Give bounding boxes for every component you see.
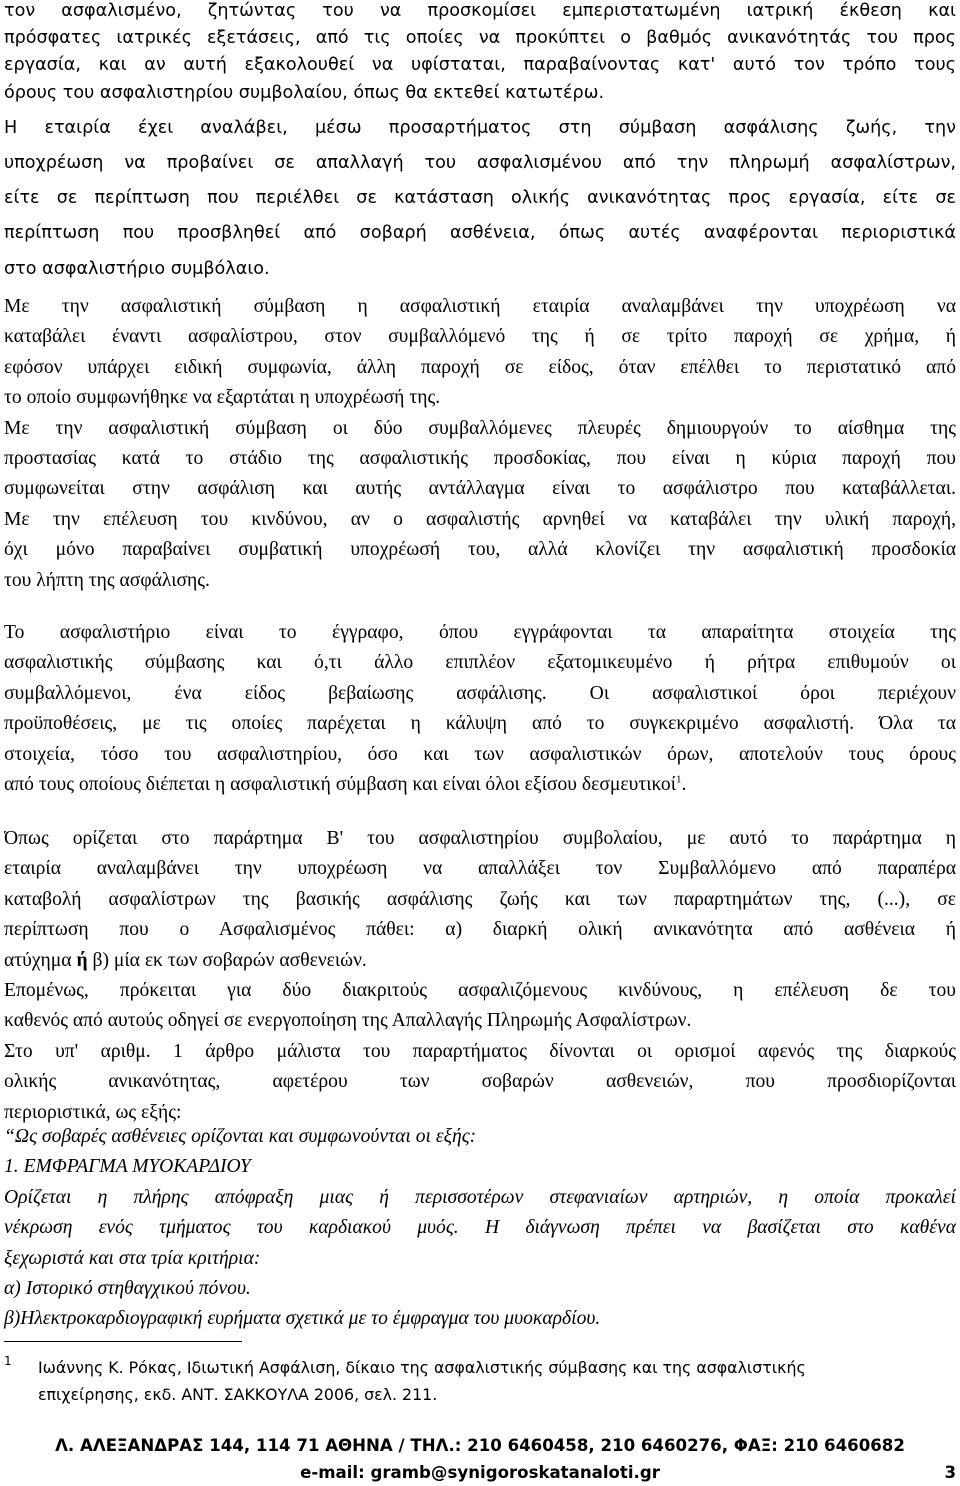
text-line: εφόσον υπάρχει ειδική συμφωνία, άλλη παροχή σε είδος, όταν επέλθει το περιστατικό από — [4, 356, 956, 378]
text-line: περίπτωση που ο Ασφαλισμένος πάθει: α) διαρκή ολική ανικανότητα από ασθένεια ή — [4, 919, 956, 941]
text-line: Όπως ορίζεται στο παράρτημα Β' του ασφαλιστηρίου συμβολαίου, με αυτό το παράρτημα η — [4, 828, 956, 849]
footer-email-row — [0, 1459, 960, 1486]
text-line: περιοριστικά, ως εξής: — [4, 1101, 182, 1123]
text-line: β)Ηλεκτροκαρδιογραφική ευρήματα σχετικά με το έμφραγμα του μυοκαρδίου. — [4, 1308, 601, 1330]
footnote-separator — [4, 1341, 242, 1342]
text-line — [4, 770, 956, 800]
text-line: συμφωνείται στην ασφάλιση και αυτής αντάλλαγμα είναι το ασφάλιστρο που καταβάλλεται. — [4, 478, 956, 500]
text-line: 1. ΕΜΦΡΑΓΜΑ ΜΥΟΚΑΡΔΙΟΥ — [4, 1156, 251, 1178]
text-line: ολικής ανικανότητας, αφετέρου των σοβαρών ασθενειών, που προσδιορίζονται — [4, 1071, 956, 1093]
footnote — [4, 1354, 924, 1408]
footer-email[interactable]: e-mail: gramb@synigoroskatanaloti.gr — [300, 1463, 660, 1482]
text-line: είτε σε περίπτωση που περιέλθει σε κατάσταση ολικής ανικανότητας προς εργασία, είτε σε — [4, 188, 956, 209]
footnote-number: 1 — [4, 1354, 12, 1368]
footnote-reference[interactable]: 1 — [675, 773, 682, 786]
text-line: α) Ιστορικό στηθαγχικού πόνου. — [4, 1278, 251, 1300]
text-line: καταβολή ασφαλίστρων της βασικής ασφάλισης ζωής και των παραρτημάτων της, (...), σε — [4, 888, 956, 910]
text-line: προϋποθέσεις, με τις οποίες παρέχεται η κάλυψη από το συγκεκριμένο ασφαλιστή. Όλα τα — [4, 713, 956, 735]
text-fragment: . — [681, 774, 687, 796]
text-fragment: ατύχημα — [4, 949, 77, 971]
text-line: Με την ασφαλιστική σύμβαση η ασφαλιστική εταιρία αναλαμβάνει την υποχρέωση να — [4, 296, 956, 317]
text-line: Με την ασφαλιστική σύμβαση οι δύο συμβαλλόμενες πλευρές δημιουργούν το αίσθημα της — [4, 417, 956, 439]
text-line: περίπτωση που προσβληθεί από σοβαρή ασθένεια, όπως αυτές αναφέρονται περιοριστικά — [4, 223, 956, 244]
text-line: υποχρέωση να προβαίνει σε απαλλαγή του ασφαλισμένου από την πληρωμή ασφαλίστρων, — [4, 153, 956, 174]
text-line: πρόσφατες ιατρικές εξετάσεις, από τις οποίες να προκύπτει ο βαθμός ανικανότητάς του προς — [4, 28, 956, 49]
text-line: νέκρωση ενός τμήματος του καρδιακού μυός. Η διάγνωση πρέπει να βασίζεται στο καθένα — [4, 1217, 956, 1239]
text-line: προστασίας κατά το στάδιο της ασφαλιστικής προσδοκίας, που είναι η κύρια παροχή που — [4, 448, 956, 470]
page-footer — [0, 1432, 960, 1486]
text-line: ξεχωριστά και στα τρία κριτήρια: — [4, 1247, 261, 1269]
text-line: συμβαλλόμενοι, ένα είδος βεβαίωσης ασφάλισης. Οι ασφαλιστικοί όροι περιέχουν — [4, 682, 956, 704]
footer-address: Λ. ΑΛΕΞΑΝΔΡΑΣ 144, 114 71 ΑΘΗΝΑ / ΤΗΛ.: 210 6460458, 210 6460276, ΦΑΞ: 210 6460682 — [55, 1436, 905, 1455]
text-fragment: από τους οποίους διέπεται η ασφαλιστική σύμβαση και είναι όλοι εξίσου δεσμευτικοί — [4, 774, 676, 796]
text-line: Με την επέλευση του κινδύνου, αν ο ασφαλιστής αρνηθεί να καταβάλει την υλική παροχή, — [4, 508, 956, 530]
text-line: Ορίζεται η πλήρης απόφραξη μιας ή περισσοτέρων στεφανιαίων αρτηριών, η οποία προκαλεί — [4, 1186, 956, 1208]
text-line: ασφαλιστικής σύμβασης και ό,τι άλλο επιπλέον εξατομικευμένο ή ρήτρα επιθυμούν οι — [4, 652, 956, 674]
text-line: εργασία, και αν αυτή εξακολουθεί να υφίσταται, παραβαίνοντας κατ' αυτό τον τρόπο τους — [4, 55, 956, 76]
text-line: καθενός από αυτούς οδηγεί σε ενεργοποίηση της Απαλλαγής Πληρωμής Ασφαλίστρων. — [4, 1010, 692, 1032]
text-line: όρους του ασφαλιστηρίου συμβολαίου, όπως θα εκτεθεί κατωτέρω. — [4, 82, 605, 103]
text-line: στο ασφαλιστήριο συμβόλαιο. — [4, 258, 270, 279]
text-line: τον ασφαλισμένο, ζητώντας του να προσκομίσει εμπεριστατωμένη ιατρική έκθεση και — [4, 1, 956, 21]
bold-text: ή — [76, 949, 88, 971]
text-line: “Ως σοβαρές ασθένειες ορίζονται και συμφωνούνται οι εξής: — [4, 1126, 477, 1147]
text-line: Στο υπ' αριθμ. 1 άρθρο μάλιστα του παραρτήματος δίνονται οι ορισμοί αφενός της διαρκούς — [4, 1040, 956, 1062]
text-line: στοιχεία, τόσο του ασφαλιστηρίου, όσο και των ασφαλιστικών όρων, αποτελούν τους όρους — [4, 743, 956, 765]
text-line: του λήπτη της ασφάλισης. — [4, 569, 210, 591]
text-line: καταβάλει έναντι ασφαλίστρου, στον συμβαλλόμενό της ή σε τρίτο παροχή σε χρήμα, ή — [4, 326, 956, 348]
text-line: Η εταιρία έχει αναλάβει, μέσω προσαρτήματος στη σύμβαση ασφάλισης ζωής, την — [4, 117, 956, 138]
paragraph-contract-definition — [4, 292, 956, 596]
paragraph-appendix-b — [4, 824, 956, 1128]
paragraph-policy-document — [4, 618, 956, 800]
quoted-definitions — [4, 1122, 956, 1335]
text-line: Το ασφαλιστήριο είναι το έγγραφο, όπου εγγράφονται τα απαραίτητα στοιχεία της — [4, 622, 956, 643]
footnote-line: επιχείρησης, εκδ. ΑΝΤ. ΣΑΚΚΟΥΛΑ 2006, σελ. 211. — [38, 1385, 438, 1404]
text-line: εταιρία αναλαμβάνει την υποχρέωση να απαλλάξει τον Συμβαλλόμενο από παραπέρα — [4, 858, 956, 880]
paragraph-intro — [4, 0, 956, 283]
footnote-line: Ιωάννης Κ. Ρόκας, Ιδιωτική Ασφάλιση, δίκαιο της ασφαλιστικής σύμβασης και της ασφαλιστικής — [38, 1358, 806, 1377]
text-line — [4, 946, 956, 976]
page-number: 3 — [944, 1463, 956, 1482]
text-line: Επομένως, πρόκειται για δύο διακριτούς ασφαλιζόμενους κινδύνους, η επέλευση δε του — [4, 980, 956, 1002]
text-fragment: β) μία εκ των σοβαρών ασθενειών. — [87, 949, 367, 971]
text-line: το οποίο συμφωνήθηκε να εξαρτάται η υποχρέωσή της. — [4, 387, 441, 409]
text-line: όχι μόνο παραβαίνει συμβατική υποχρέωσή του, αλλά κλονίζει την ασφαλιστική προσδοκία — [4, 539, 956, 561]
